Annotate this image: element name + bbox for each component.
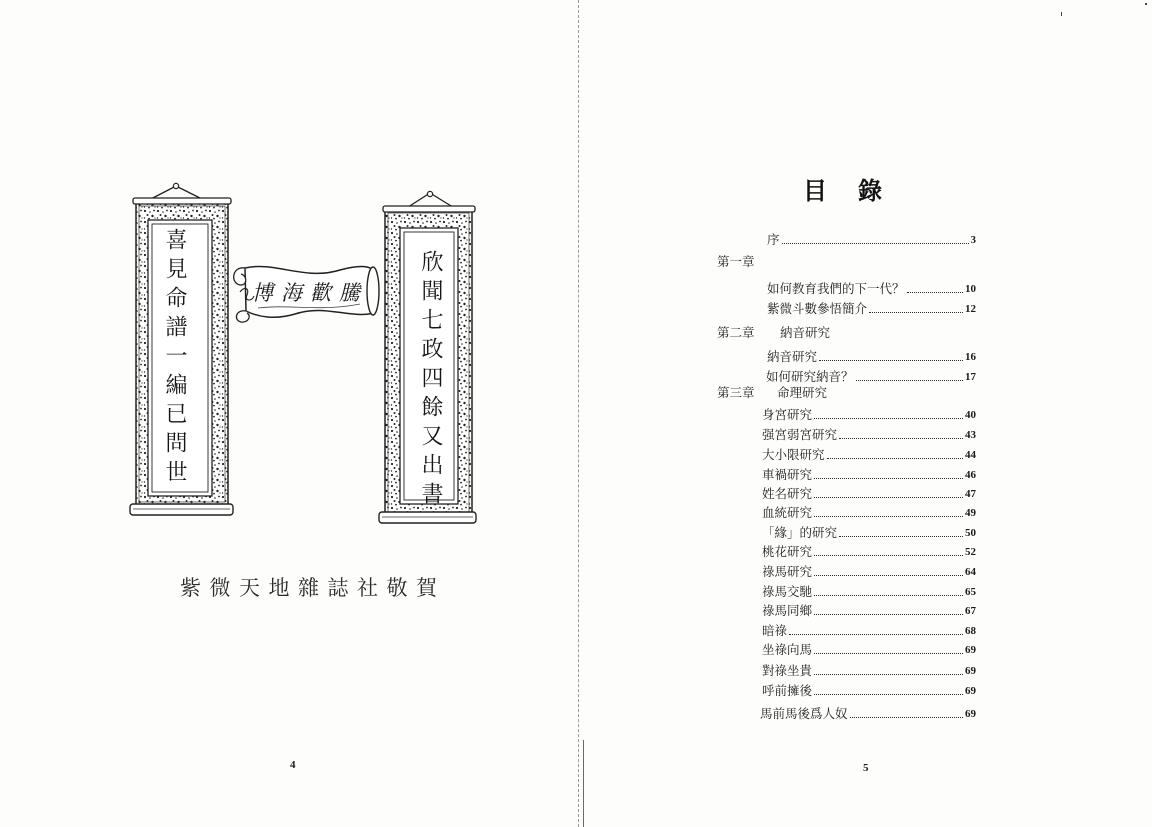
dot-leader [814, 497, 963, 498]
book-gutter [578, 0, 579, 827]
toc-page-number: 40 [965, 409, 976, 421]
toc-page-number: 49 [965, 507, 976, 519]
toc-page-number: 43 [965, 429, 976, 441]
toc-entry-title: 馬前馬後爲人奴 [760, 706, 848, 721]
toc-page-number: 69 [965, 685, 976, 697]
toc-entry-title: 桃花研究 [762, 544, 813, 559]
toc-entry-title: 强宮弱宮研究 [762, 427, 838, 442]
toc-entry [762, 663, 976, 679]
toc-page-number: 68 [965, 625, 976, 637]
toc-entry-title: 「緣」的研究 [762, 525, 838, 540]
toc-page-number: 65 [965, 586, 976, 598]
toc-entry [762, 584, 976, 600]
toc-entry [767, 349, 976, 365]
chapter-1-label: 第一章 [717, 254, 755, 269]
toc-entry-title: 呼前擁後 [762, 683, 813, 698]
toc-entry-title: 納音研究 [767, 349, 818, 364]
toc-entry [762, 623, 976, 639]
dot-leader [814, 516, 963, 517]
scan-speck [1145, 3, 1147, 5]
toc-page-number: 52 [965, 546, 976, 558]
toc-page-number: 47 [965, 488, 976, 500]
toc-entry [766, 369, 976, 385]
toc-page-number: 64 [965, 566, 976, 578]
dot-leader [814, 694, 963, 695]
toc-entry [762, 447, 976, 463]
toc-entry [762, 544, 976, 560]
toc-entry-title: 祿馬同鄉 [762, 603, 813, 618]
toc-page-number: 46 [965, 469, 976, 481]
toc-entry-title: 如何教育我們的下一代？ [767, 281, 905, 296]
toc-entry-title: 血統研究 [762, 505, 813, 520]
toc-entry-title: 紫微斗數參悟簡介 [767, 301, 868, 316]
toc-entry-title: 姓名研究 [762, 486, 813, 501]
toc-entry [762, 407, 976, 423]
toc-entry [762, 467, 976, 483]
toc-entry-title: 坐祿向馬 [762, 642, 813, 657]
toc-page-number: 10 [965, 283, 976, 295]
book-gutter-shadow [583, 740, 584, 827]
dot-leader [814, 595, 963, 596]
toc-entry-title: 車禍研究 [762, 467, 813, 482]
right-scroll-text: 欣聞七政四餘又出書 [418, 250, 443, 511]
toc-entry-title: 如何研究納音？ [766, 369, 854, 384]
toc-entry [762, 525, 976, 541]
dot-leader [856, 380, 963, 381]
chapter-3-title: 命理研究 [777, 385, 828, 400]
left-scroll-text: 喜見命譜一編已問世 [162, 228, 187, 489]
dot-leader [869, 312, 963, 313]
toc-entry-title: 祿馬研究 [762, 564, 813, 579]
dot-leader [814, 674, 963, 675]
toc-entry [762, 642, 976, 658]
toc-entry-title: 暗祿 [762, 623, 788, 638]
dot-leader [839, 438, 963, 439]
dot-leader [819, 360, 963, 361]
toc-entry [762, 683, 976, 699]
toc-entry-title: 序 [767, 232, 780, 247]
toc-entry [762, 486, 976, 502]
toc-page-number: 50 [965, 527, 976, 539]
toc-heading: 目錄 [803, 176, 913, 205]
chapter-3-label: 第三章 [717, 385, 755, 400]
dot-leader [814, 653, 963, 654]
banner-text: 博海歡騰 [252, 281, 368, 305]
toc-entry [762, 564, 976, 580]
dot-leader [827, 458, 963, 459]
toc-entry-title: 對祿坐貴 [762, 663, 813, 678]
toc-entry [767, 301, 976, 317]
toc-entry-preface [767, 232, 976, 248]
toc-entry [762, 505, 976, 521]
dedication-caption: 紫微天地雜誌社敬賀 [180, 576, 446, 600]
toc-entry-title: 祿馬交馳 [762, 584, 813, 599]
toc-page-number: 69 [965, 644, 976, 656]
dot-leader [814, 478, 963, 479]
toc-entry [760, 706, 976, 722]
toc-entry [762, 603, 976, 619]
toc-page-number: 44 [965, 449, 976, 461]
dot-leader [782, 243, 969, 244]
dot-leader [814, 555, 963, 556]
dot-leader [850, 717, 963, 718]
dot-leader [789, 634, 963, 635]
toc-page-number: 12 [965, 303, 976, 315]
toc-entry-title: 大小限研究 [762, 447, 825, 462]
scan-speck [1061, 12, 1062, 16]
dot-leader [839, 536, 963, 537]
toc-page-number: 3 [970, 234, 976, 246]
left-page-number: 4 [290, 759, 296, 771]
right-page-number: 5 [863, 762, 869, 774]
toc-entry [762, 427, 976, 443]
dot-leader [814, 614, 963, 615]
dot-leader [814, 418, 963, 419]
dot-leader [814, 575, 963, 576]
toc-entry [767, 281, 976, 297]
toc-page-number: 67 [965, 605, 976, 617]
toc-page-number: 17 [965, 371, 976, 383]
chapter-2-title: 納音研究 [780, 325, 831, 340]
toc-page-number: 16 [965, 351, 976, 363]
toc-page-number: 69 [965, 708, 976, 720]
dot-leader [907, 292, 963, 293]
toc-entry-title: 身宮研究 [762, 407, 813, 422]
chapter-2-label: 第二章 [717, 325, 755, 340]
toc-page-number: 69 [965, 665, 976, 677]
